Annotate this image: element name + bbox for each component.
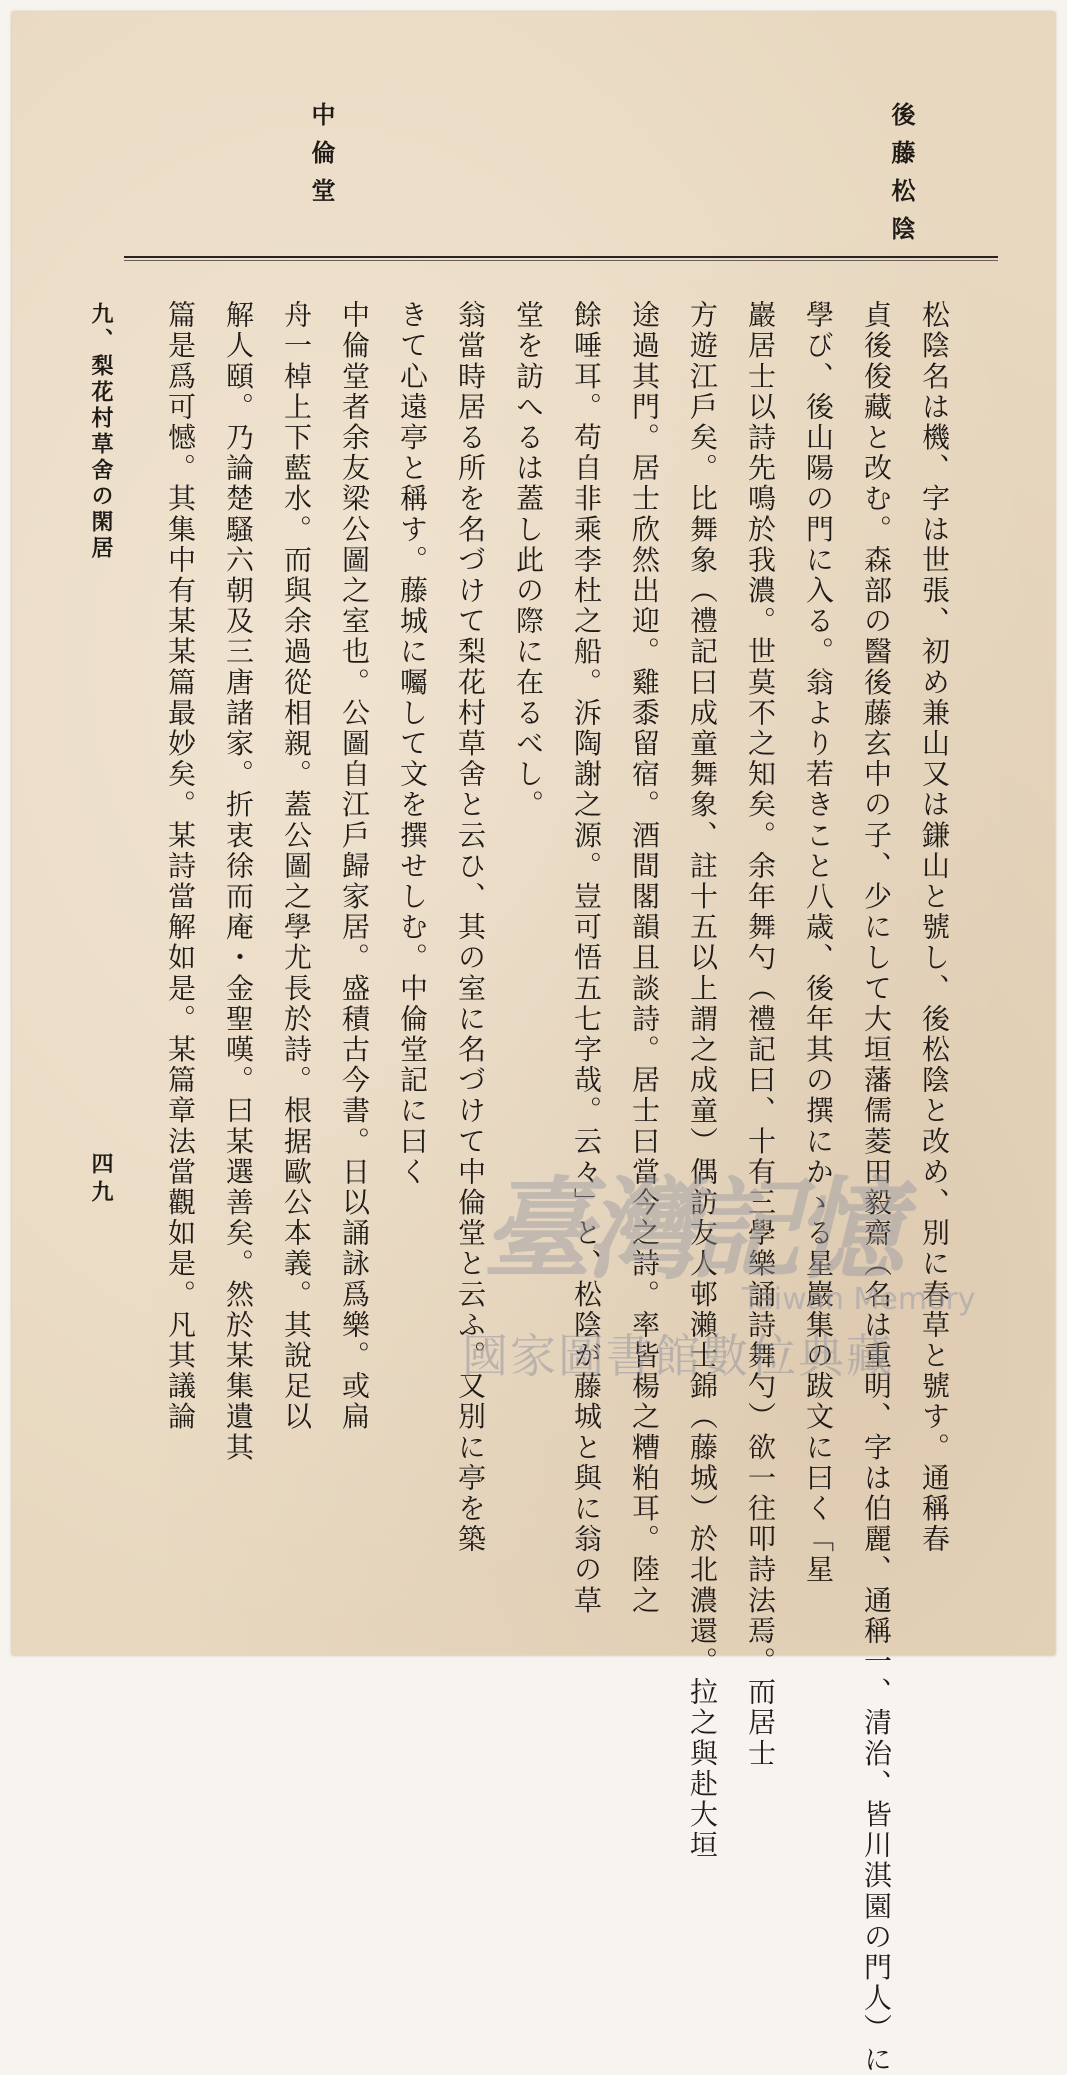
header-rule-thin bbox=[124, 260, 998, 261]
text-column-1: 松陰名は機、字は世張、初め兼山又は鎌山と號し、後松陰と改め、別に春草と號す。通稱春 bbox=[918, 300, 951, 1555]
text-column-8: 堂を訪へるは蓋し此の際に在るべし。 bbox=[512, 300, 545, 821]
text-column-13: 解人頤。乃論楚騷六朝及三唐諸家。折衷徐而庵・金聖嘆。曰某選善矣。然於某集遺其 bbox=[222, 300, 255, 1463]
text-column-2: 貞後俊藏と改む。森部の醫後藤玄中の子、少にして大垣藩儒菱田毅齋（名は重明、字は伯麗、通稱一、清治、皆川淇園の門人）に bbox=[860, 300, 893, 2075]
running-title-author: 後藤松陰 bbox=[887, 102, 916, 254]
running-title-hall: 中倫堂 bbox=[307, 102, 336, 216]
section-title: 九、梨花村草舍の閑居 bbox=[88, 302, 114, 562]
text-column-14: 篇是爲可憾。其集中有某某篇最妙矣。某詩當解如是。某篇章法當觀如是。凡其議論 bbox=[164, 300, 197, 1433]
watermark-institution: 國家圖書館數位典藏 bbox=[462, 1329, 894, 1383]
text-column-10: きて心遠亭と稱す。藤城に囑して文を撰せしむ。中倫堂記に曰く bbox=[396, 300, 429, 1188]
text-column-5: 方遊江戶矣。比舞象（禮記曰成童舞象、註十五以上謂之成童）偶訪友人邨瀨士錦（藤城）於北濃還。拉之與赴大垣 bbox=[686, 300, 719, 1861]
watermark bbox=[462, 1132, 982, 1462]
watermark-english: Taiwan Memory bbox=[742, 1282, 976, 1317]
header-rule bbox=[124, 256, 998, 258]
watermark-logo: 臺灣記憶 bbox=[482, 1165, 898, 1294]
text-column-12: 舟一棹上下藍水。而與余過從相親。蓋公圖之學尤長於詩。根据歐公本義。其說足以 bbox=[280, 300, 313, 1433]
text-column-11: 中倫堂者余友梁公圖之室也。公圖自江戶歸家居。盛積古今書。日以誦詠爲樂。或扁 bbox=[338, 300, 371, 1433]
text-column-4: 巖居士以詩先鳴於我濃。世莫不之知矣。余年舞勺（禮記曰、十有三學樂誦詩舞勺）欲一往叩詩法焉。而居士 bbox=[744, 300, 777, 1769]
book-page bbox=[12, 12, 1055, 2075]
text-column-6: 途過其門。居士欣然出迎。雞黍留宿。酒間閣韻且談詩。居士曰當今之詩。率皆楊之糟粕耳。陸之 bbox=[628, 300, 661, 1616]
page-number: 四九 bbox=[88, 1152, 114, 1208]
text-column-7: 餘唾耳。苟自非乘李杜之船。泝陶謝之源。豈可悟五七字哉。云々」と、松陰が藤城と與に翁の草 bbox=[570, 300, 603, 1616]
text-column-3: 學び、後山陽の門に入る。翁より若きこと八歳、後年其の撰にかゝる星巖集の跋文に曰く「星 bbox=[802, 300, 835, 1586]
text-column-9: 翁當時居る所を名づけて梨花村草舍と云ひ、其の室に名づけて中倫堂と云ふ。又別に亭を築 bbox=[454, 300, 487, 1555]
